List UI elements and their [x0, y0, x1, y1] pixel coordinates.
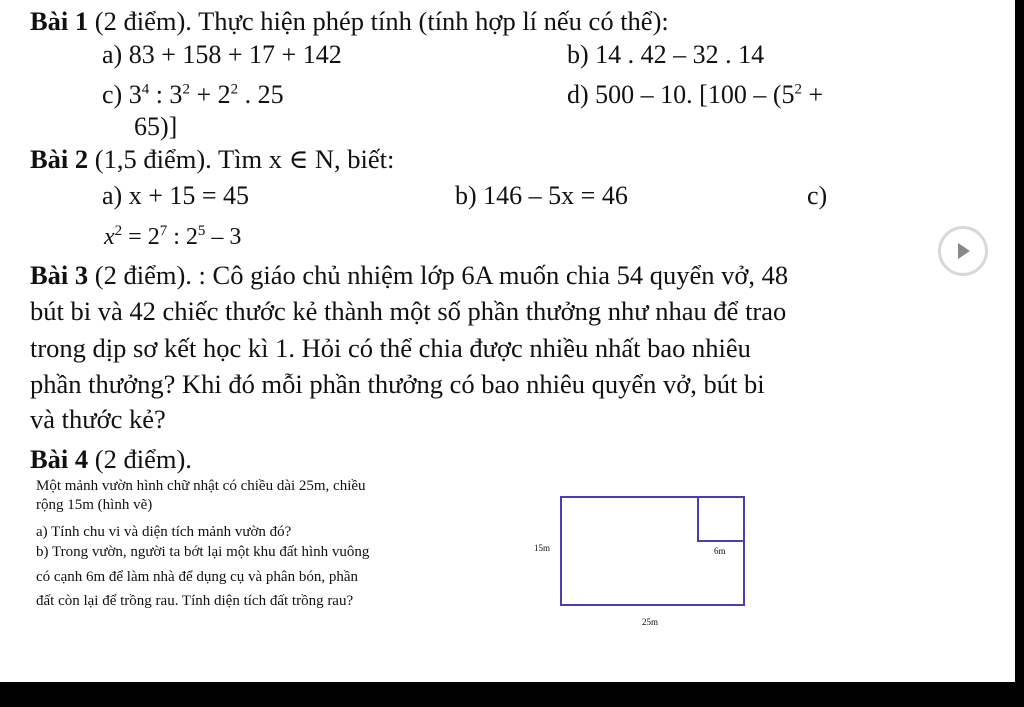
bai2-b-expr: 146 – 5x = 46	[483, 181, 628, 210]
bai2-c-p3: : 2	[167, 224, 198, 250]
bai2-c-p4: – 3	[205, 224, 242, 250]
bai1-d-p2: +	[802, 80, 824, 109]
bai1-c-p3: + 2	[189, 80, 231, 109]
figure-label-square: 6m	[714, 546, 726, 556]
bai2-c-p1: x	[104, 224, 115, 250]
bai4-desc: (2 điểm).	[88, 444, 192, 474]
bai1-d-e1: 2	[794, 81, 802, 98]
square-plot	[697, 496, 745, 542]
bai1-c	[102, 80, 284, 110]
bai1-d-p1: 500 – 10. [100 – (5	[595, 80, 795, 109]
bai1-a-label: a)	[102, 40, 123, 69]
bai3-line3: trong dịp sơ kết học kì 1. Hỏi có thể chia được nhiều nhất bao nhiêu	[30, 333, 751, 363]
bai1-c-e2: 2	[182, 81, 190, 98]
bai3-line4: phần thưởng? Khi đó mỗi phần thưởng có bao nhiêu quyển vở, bút bi	[30, 369, 765, 399]
bai2-a	[102, 181, 249, 211]
bai1-d-label: d)	[567, 80, 589, 109]
bai1-b-expr: 14 . 42 – 32 . 14	[595, 40, 765, 69]
bai4-text-3: a) Tính chu vi và diện tích mảnh vườn đó?	[36, 524, 292, 540]
figure-label-length: 25m	[642, 617, 659, 627]
bai1-c-label: c)	[102, 80, 123, 109]
bai2-desc: (1,5 điểm). Tìm x ∈ N, biết:	[88, 144, 395, 174]
bai2-c-e3: 5	[197, 223, 206, 239]
bai1-heading	[30, 6, 669, 36]
bai1-c-p4: . 25	[238, 80, 284, 109]
bai2-c-p2: = 2	[122, 224, 160, 250]
play-button[interactable]	[938, 226, 988, 276]
bai1-b-label: b)	[567, 40, 589, 69]
bai4-text-1: Một mảnh vườn hình chữ nhật có chiều dài 25m, chiều	[36, 478, 366, 494]
bai2-heading	[30, 144, 394, 174]
bai1-c-e1: 4	[141, 81, 150, 98]
bai1-a-expr: 83 + 158 + 17 + 142	[128, 40, 342, 69]
bai2-c-label: c)	[807, 181, 828, 210]
bai1-d	[567, 80, 823, 110]
bai1-b	[567, 40, 764, 70]
bai3-title: Bài 3	[30, 260, 89, 290]
bai4-text-2: rộng 15m (hình vẽ)	[36, 497, 153, 513]
bai1-title: Bài 1	[30, 6, 89, 36]
bai1-d-continuation: 65)]	[134, 112, 178, 141]
figure-label-width: 15m	[534, 543, 551, 553]
bai2-c-e1: 2	[114, 223, 123, 239]
bai3-line1-rest: (2 điểm). : Cô giáo chủ nhiệm lớp 6A muốn chia 54 quyển vở, 48	[88, 260, 789, 290]
bai1-c-p1: 3	[128, 80, 142, 109]
bai4-title: Bài 4	[30, 444, 89, 474]
bai4-text-6: đất còn lại để trồng rau. Tính diện tích đất trồng rau?	[36, 593, 354, 609]
bai4-text-4: b) Trong vườn, người ta bớt lại một khu đất hình vuông	[36, 544, 370, 560]
bai2-c-expr	[104, 222, 241, 252]
bai2-b-label: b)	[455, 181, 477, 210]
bai2-b	[455, 181, 628, 211]
bai3-line5: và thước kẻ?	[30, 404, 166, 434]
bai2-a-label: a)	[102, 181, 123, 210]
bai2-c-e2: 7	[159, 223, 168, 239]
bai4-heading	[30, 444, 192, 474]
bai3-line2: bút bi và 42 chiếc thước kẻ thành một số phần thưởng như nhau để trao	[30, 296, 787, 326]
bai4-text-5: có cạnh 6m để làm nhà để dụng cụ và phân bón, phần	[36, 569, 358, 585]
bai3-line1	[30, 260, 788, 290]
bai1-c-p2: : 3	[149, 80, 183, 109]
bai1-desc: (2 điểm). Thực hiện phép tính (tính hợp lí nếu có thể):	[88, 6, 669, 36]
play-icon	[957, 242, 971, 260]
bai1-a	[102, 40, 342, 70]
bai2-title: Bài 2	[30, 144, 89, 174]
bai1-c-e3: 2	[230, 81, 239, 98]
bai2-a-expr: x + 15 = 45	[128, 181, 250, 210]
